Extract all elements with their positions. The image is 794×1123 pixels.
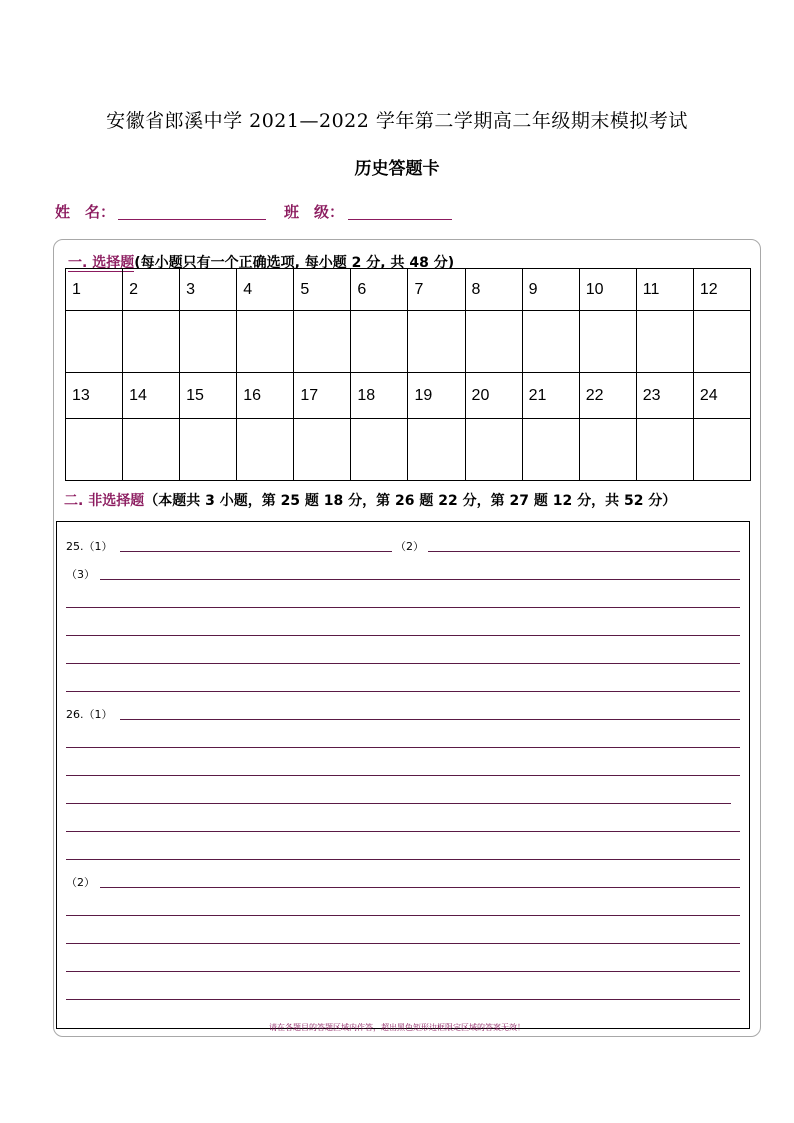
answer-cell[interactable] — [579, 311, 636, 373]
grid-number-row-2 — [66, 373, 751, 419]
question-number: 22 — [579, 373, 636, 419]
answer-cell[interactable] — [180, 311, 237, 373]
question-number: 21 — [522, 373, 579, 419]
section1-title: 一. 选择题 — [68, 255, 135, 271]
question-number: 20 — [465, 373, 522, 419]
question-number: 7 — [408, 269, 465, 311]
choice-answer-grid — [65, 268, 751, 481]
answer-line[interactable] — [66, 663, 740, 664]
q25-part2-label: （2） — [395, 540, 424, 553]
question-number: 5 — [294, 269, 351, 311]
grid-number-row-1 — [66, 269, 751, 311]
answer-cell[interactable] — [465, 419, 522, 481]
answer-cell[interactable] — [294, 311, 351, 373]
q26-part2-label: （2） — [66, 876, 95, 889]
section2-title: 二. 非选择题 — [64, 493, 145, 509]
answer-cell[interactable] — [636, 419, 693, 481]
grid-answer-row-2 — [66, 419, 751, 481]
answer-cell[interactable] — [636, 311, 693, 373]
answer-cell[interactable] — [66, 419, 123, 481]
q26-part1-label: 26.（1） — [66, 708, 113, 721]
question-number: 12 — [693, 269, 750, 311]
answer-line[interactable] — [66, 915, 740, 916]
answer-cell[interactable] — [408, 311, 465, 373]
answer-cell[interactable] — [123, 419, 180, 481]
answer-line[interactable] — [100, 579, 740, 580]
answer-line[interactable] — [66, 971, 740, 972]
answer-line[interactable] — [66, 747, 740, 748]
answer-line[interactable] — [66, 831, 740, 832]
page-title: 安徽省郎溪中学 2021—2022 学年第二学期高二年级期末模拟考试 — [106, 110, 688, 132]
question-number: 14 — [123, 373, 180, 419]
section2-instructions: （本题共 3 小题，第 25 题 18 分，第 26 题 22 分，第 27 题 12 分，共 52 分） — [144, 493, 677, 509]
question-number: 19 — [408, 373, 465, 419]
answer-cell[interactable] — [408, 419, 465, 481]
answer-cell[interactable] — [123, 311, 180, 373]
question-number: 9 — [522, 269, 579, 311]
question-number: 6 — [351, 269, 408, 311]
question-number: 3 — [180, 269, 237, 311]
question-number: 11 — [636, 269, 693, 311]
answer-line[interactable] — [66, 803, 731, 804]
answer-line[interactable] — [66, 943, 740, 944]
answer-cell[interactable] — [579, 419, 636, 481]
grid-answer-row-1 — [66, 311, 751, 373]
q25-part3-label: （3） — [66, 568, 95, 581]
answer-cell[interactable] — [351, 419, 408, 481]
answer-cell[interactable] — [522, 419, 579, 481]
question-number: 10 — [579, 269, 636, 311]
answer-line[interactable] — [66, 635, 740, 636]
section2-heading — [64, 490, 676, 510]
answer-cell[interactable] — [351, 311, 408, 373]
class-field[interactable] — [348, 219, 452, 220]
class-label: 班 级： — [284, 203, 345, 221]
answer-line[interactable] — [100, 887, 740, 888]
question-number: 8 — [465, 269, 522, 311]
page-subtitle: 历史答题卡 — [354, 159, 440, 179]
footer-note: 请在各题目的答题区域内作答，超出黑色矩形边框限定区域的答案无效！ — [269, 1023, 525, 1032]
answer-line[interactable] — [120, 719, 740, 720]
answer-cell[interactable] — [522, 311, 579, 373]
question-number: 17 — [294, 373, 351, 419]
answer-line[interactable] — [66, 775, 740, 776]
question-number: 16 — [237, 373, 294, 419]
question-number: 2 — [123, 269, 180, 311]
name-field[interactable] — [118, 219, 266, 220]
answer-line[interactable] — [66, 607, 740, 608]
answer-line[interactable] — [428, 551, 740, 552]
answer-line[interactable] — [66, 691, 740, 692]
question-number: 18 — [351, 373, 408, 419]
answer-line[interactable] — [120, 551, 392, 552]
question-number: 13 — [66, 373, 123, 419]
answer-line[interactable] — [66, 859, 740, 860]
answer-cell[interactable] — [693, 419, 750, 481]
question-number: 15 — [180, 373, 237, 419]
answer-cell[interactable] — [465, 311, 522, 373]
section1-instructions: (每小题只有一个正确选项, 每小题 2 分, 共 48 分) — [134, 255, 455, 271]
question-number: 4 — [237, 269, 294, 311]
answer-cell[interactable] — [66, 311, 123, 373]
answer-cell[interactable] — [693, 311, 750, 373]
answer-line[interactable] — [66, 999, 740, 1000]
q25-part1-label: 25.（1） — [66, 540, 113, 553]
answer-cell[interactable] — [180, 419, 237, 481]
answer-cell[interactable] — [237, 311, 294, 373]
name-label: 姓 名： — [55, 203, 116, 221]
answer-cell[interactable] — [294, 419, 351, 481]
answer-cell[interactable] — [237, 419, 294, 481]
question-number: 23 — [636, 373, 693, 419]
question-number: 1 — [66, 269, 123, 311]
question-number: 24 — [693, 373, 750, 419]
